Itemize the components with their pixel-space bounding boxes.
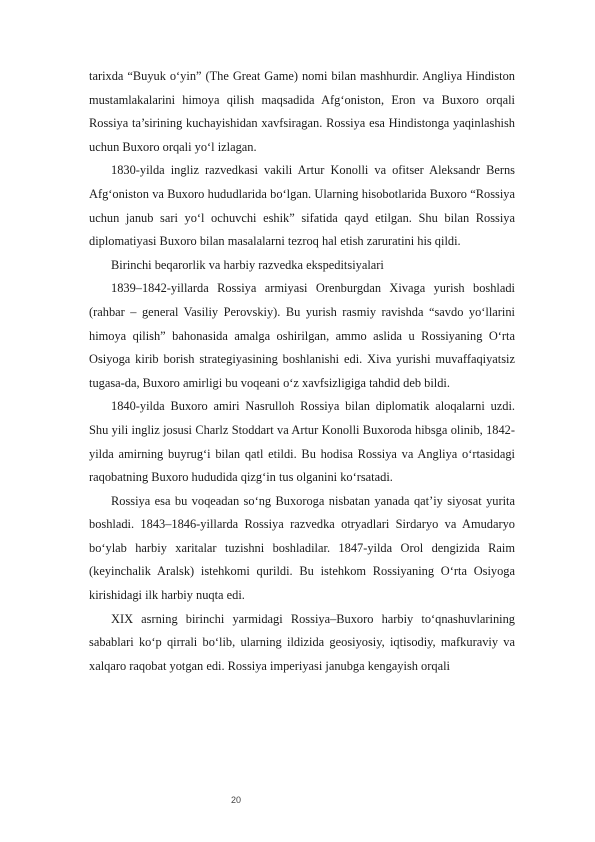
paragraph-konolli-berns: 1830-yilda ingliz razvedkasi vakili Artur Konolli va ofitser Aleksandr Berns Afg‘oniston va Buxoro hududlarida bo‘lgan. Ularning hisobotlarida Buxoro “Rossiya uchun janub sari yo‘l ochuvchi eshik” sifatida qayd etilgan. Shu bilan Rossiya diplomatiyasi Buxoro bilan masalalarni tezroq hal etish zaruratini his qildi.	[89, 163, 515, 249]
paragraph-great-game: tarixda “Buyuk o‘yin” (The Great Game) nomi bilan mashhurdir. Angliya Hindiston mustamlakalarini himoya qilish maqsadida Afg‘oniston, Eron va Buxoro orqali Rossiya ta’sirining kuchayishidan xavfsiragan. Rossiya esa Hindistonga yaqinlashish uchun Buxoro orqali yo‘l izlagan.	[89, 69, 515, 154]
paragraph-xiva-campaign: 1839–1842-yillarda Rossiya armiyasi Orenburgdan Xivaga yurish boshladi (rahbar – general Vasiliy Perovskiy). Bu yurish rasmiy ravishda “savdo yo‘llarini himoya qilish” bahonasida amalga oshirilgan, ammo aslida u Rossiyaning O‘rta Osiyoga kirib borish strategiyasining boshlanishi edi. Xiva yurishi muvaffaqiyatsiz tugasa-da, Buxoro amirligi bu voqeani o‘z xavfsizligiga tahdid deb bildi.	[89, 281, 515, 390]
paragraph-nasrulloh: 1840-yilda Buxoro amiri Nasrulloh Rossiya bilan diplomatik aloqalarni uzdi. Shu yili ingliz josusi Charlz Stoddart va Artur Konolli Buxoroda hibsga olinib, 1842-yilda amirning buyrug‘i bilan qatl etildi. Bu hodisa Rossiya va Angliya o‘rtasidagi raqobatning Buxoro hududida qizg‘in tus olganini ko‘rsatadi.	[89, 399, 515, 485]
page-number: 20	[231, 795, 242, 805]
paragraph-raim-fort: Rossiya esa bu voqeadan so‘ng Buxoroga nisbatan yanada qat’iy siyosat yurita boshladi. 1843–1846-yillarda Rossiya razvedka otryadlari Sirdaryo va Amudaryo bo‘ylab harbiy xaritalar tuzishni boshladilar. 1847-yilda Orol dengizida Raim (keyinchalik Aralsk) istehkomi qurildi. Bu istehkom Rossiyaning O‘rta Osiyoga kirishidagi ilk harbiy nuqta edi.	[89, 493, 515, 603]
paragraph-conflict-causes: XIX asrning birinchi yarmidagi Rossiya–Buxoro harbiy to‘qnashuvlarining sabablari ko‘p qirrali bo‘lib, ularning ildizida geosiyosiy, iqtisodiy, mafkuraviy va xalqaro raqobat yotgan edi. Rossiya imperiyasi janubga kengayish orqali	[89, 611, 515, 673]
section-heading-expeditions: Birinchi beqarorlik va harbiy razvedka ekspeditsiyalari	[111, 257, 384, 272]
document-page	[89, 65, 515, 678]
